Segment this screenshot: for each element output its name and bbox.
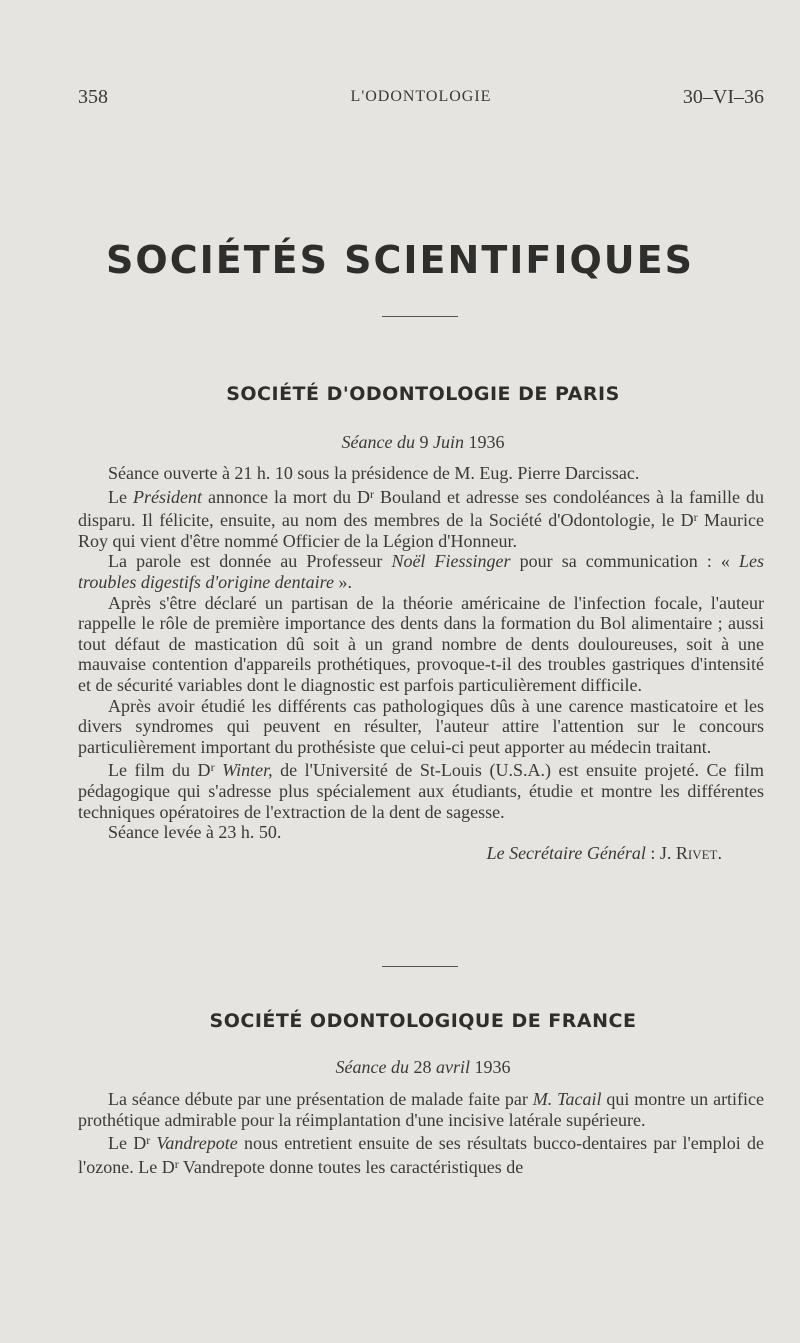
section-divider [382, 966, 458, 967]
section-body-paris [78, 463, 764, 863]
paragraph-focal-infection: Après s'être déclaré un partisan de la théorie américaine de l'infection focale, l'auteur rappelle le rôle de première importance des dents dans la formation du Bol alimentaire ; aussi tout défaut de mastication dû soit à un grand nombre de dents douloureuses, soit à une mauvaise contention d'appareils prothétiques, provoque-t-il des troubles gastriques d'intensité et de sécurité variables dont le diagnostic est parfois particulièrement difficile. [78, 592, 764, 695]
title-divider [382, 316, 458, 317]
running-head [78, 86, 764, 116]
paragraph-tacail: La séance débute par une présentation de malade faite par M. Tacail qui montre un artifice prothétique admirable pour la réimplantation d'une incisive latérale supérieure. [78, 1089, 765, 1130]
paragraph-communication: La parole est donnée au Professeur Noël Fiessinger pour sa communication : « Les troubles digestifs d'origine dentaire ». [78, 551, 765, 592]
section-body-france [78, 1089, 764, 1177]
session-date-paris [0, 432, 800, 453]
session-date-france [0, 1057, 800, 1078]
page-title: SOCIÉTÉS SCIENTIFIQUES [106, 238, 694, 282]
section-heading-france: SOCIÉTÉ ODONTOLOGIQUE DE FRANCE [209, 1010, 637, 1032]
section-heading-paris: SOCIÉTÉ D'ODONTOLOGIE DE PARIS [226, 383, 620, 405]
session-label: Séance du [341, 432, 415, 452]
paragraph-president: Le Président annonce la mort du $D^r$ Bouland et adresse ses condoléances à la famille du disparu. Il félicite, ensuite, au nom des membres de la Société d'Odontologie, le $D^r$ Maurice Roy qui vient d'être nommé Officier de la Légion d'Honneur. [78, 486, 765, 551]
paragraph-masticatory: Après avoir étudié les différents cas pathologiques dûs à une carence masticatoire et les divers syndromes qui peuvent en résulter, l'auteur attire l'attention sur le concours particulièrement important du prothésiste que celui-ci peut apporter au médecin traitant. [78, 695, 764, 757]
session-month: Juin [432, 432, 464, 452]
session-day: 28 [413, 1057, 432, 1077]
page-number: 358 [78, 86, 108, 108]
issue-date: 30–VI–36 [682, 86, 764, 108]
paragraph-opening: Séance ouverte à 21 h. 10 sous la présidence de M. Eug. Pierre Darcissac. [108, 463, 640, 483]
session-month: avril [435, 1057, 470, 1077]
signature: Le Secrétaire Général : J. Rivet. [486, 842, 722, 863]
paragraph-closing: Séance levée à 23 h. 50. [108, 822, 282, 843]
paragraph-film: Le film du $D^r$ Winter, de l'Université de St-Louis (U.S.A.) est ensuite projeté. Ce film pédagogique qui s'adresse plus spécialement aux étudiants, étudie et montre les différentes techniques opératoires de l'extraction de la dent de sagesse. [78, 760, 765, 822]
session-year: 1936 [474, 1057, 511, 1077]
session-year: 1936 [468, 432, 505, 452]
journal-name: L'ODONTOLOGIE [350, 88, 492, 105]
session-day: 9 [419, 432, 429, 452]
session-label: Séance du [335, 1057, 409, 1077]
paragraph-vandrepote: Le $D^r$ Vandrepote nous entretient ensuite de ses résultats bucco-dentaires par l'emploi de l'ozone. Le $D^r$ Vandrepote donne toutes les caractéristiques de [78, 1133, 764, 1177]
